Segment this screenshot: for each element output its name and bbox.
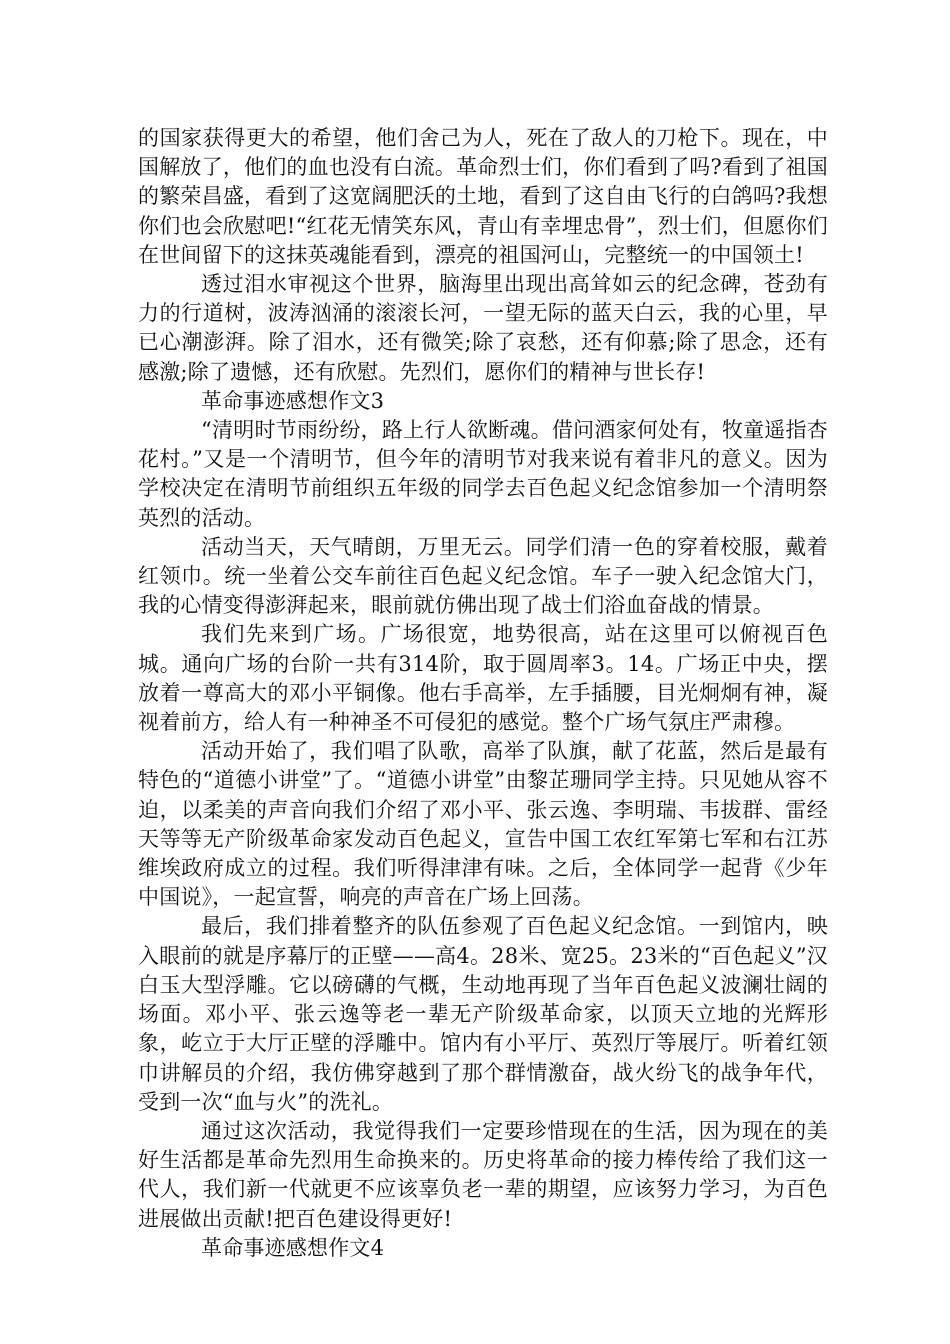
section-heading-4: 革命事迹感想作文4 bbox=[201, 1235, 385, 1260]
section3-paragraph-2: 活动当天，天气晴朗，万里无云。同学们清一色的穿着校服，戴着红领巾。统一坐着公交车前往百色起义纪念馆。车子一驶入纪念馆大门，我的心情变得澎湃起来，眼前就仿佛出现了战士们浴血奋战的情景。 bbox=[138, 534, 828, 618]
section3-paragraph-1: “清明时节雨纷纷，路上行人欲断魂。借问酒家何处有，牧童遥指杏花村。”又是一个清明节，但今年的清明节对我来说有着非凡的意义。因为学校决定在清明节前组织五年级的同学去百色起义纪念馆参加一个清明祭英烈的活动。 bbox=[138, 418, 828, 530]
paragraph-1: 的国家获得更大的希望，他们舍己为人，死在了敌人的刀枪下。现在，中国解放了，他们的血也没有白流。革命烈士们，你们看到了吗?看到了祖国的繁荣昌盛，看到了这宽阔肥沃的土地，看到了这自由飞行的白鸽吗?我想你们也会欣慰吧!“红花无情笑东风，青山有幸埋忠骨”，烈士们，但愿你们在世间留下的这抹英魂能看到，漂亮的祖国河山，完整统一的中国领土! bbox=[138, 126, 828, 267]
section-heading-3: 革命事迹感想作文3 bbox=[201, 388, 385, 413]
section3-paragraph-4: 活动开始了，我们唱了队歌，高举了队旗，献了花蓝，然后是最有特色的“道德小讲堂”了。“道德小讲堂”由黎芷珊同学主持。只见她从容不迫，以柔美的声音向我们介绍了邓小平、张云逸、李明瑞、韦拔群、雷经天等等无产阶级革命家发动百色起义，宣告中国工农红军第七军和右江苏维埃政府成立的过程。我们听得津津有味。之后，全体同学一起背《少年中国说》，一起宣誓，响亮的声音在广场上回荡。 bbox=[138, 739, 828, 910]
paragraph-2: 透过泪水审视这个世界，脑海里出现出高耸如云的纪念碑，苍劲有力的行道树，波涛汹涌的滚滚长河，一望无际的蓝天白云，我的心里，早已心潮澎湃。除了泪水，还有微笑;除了哀愁，还有仰慕;除了思念，还有感激;除了遗憾，还有欣慰。先烈们，愿你们的精神与世长存! bbox=[138, 272, 828, 384]
section3-paragraph-6: 通过这次活动，我觉得我们一定要珍惜现在的生活，因为现在的美好生活都是革命先烈用生命换来的。历史将革命的接力棒传给了我们这一代人，我们新一代就更不应该辜负老一辈的期望，应该努力学习，为百色进展做出贡献!把百色建设得更好! bbox=[138, 1118, 828, 1231]
document-body bbox=[138, 124, 828, 1263]
section3-paragraph-5: 最后，我们排着整齐的队伍参观了百色起义纪念馆。一到馆内，映入眼前的就是序幕厅的正壁——高4。28米、宽25。23米的“百色起义”汉白玉大型浮雕。它以磅礴的气概，生动地再现了当年百色起义波澜壮阔的场面。邓小平、张云逸等老一辈无产阶级革命家，以顶天立地的光辉形象，屹立于大厅正壁的浮雕中。馆内有小平厅、英烈厅等展厅。听着红领巾讲解员的介绍，我仿佛穿越到了那个群情激奋，战火纷飞的战争年代，受到一次“血与火”的洗礼。 bbox=[138, 914, 828, 1114]
section3-paragraph-3: 我们先来到广场。广场很宽，地势很高，站在这里可以俯视百色城。通向广场的台阶一共有314阶，取于圆周率3。14。广场正中央，摆放着一尊高大的邓小平铜像。他右手高举，左手插腰，目光炯炯有神，凝视着前方，给人有一种神圣不可侵犯的感觉。整个广场气氛庄严肃穆。 bbox=[138, 622, 828, 735]
